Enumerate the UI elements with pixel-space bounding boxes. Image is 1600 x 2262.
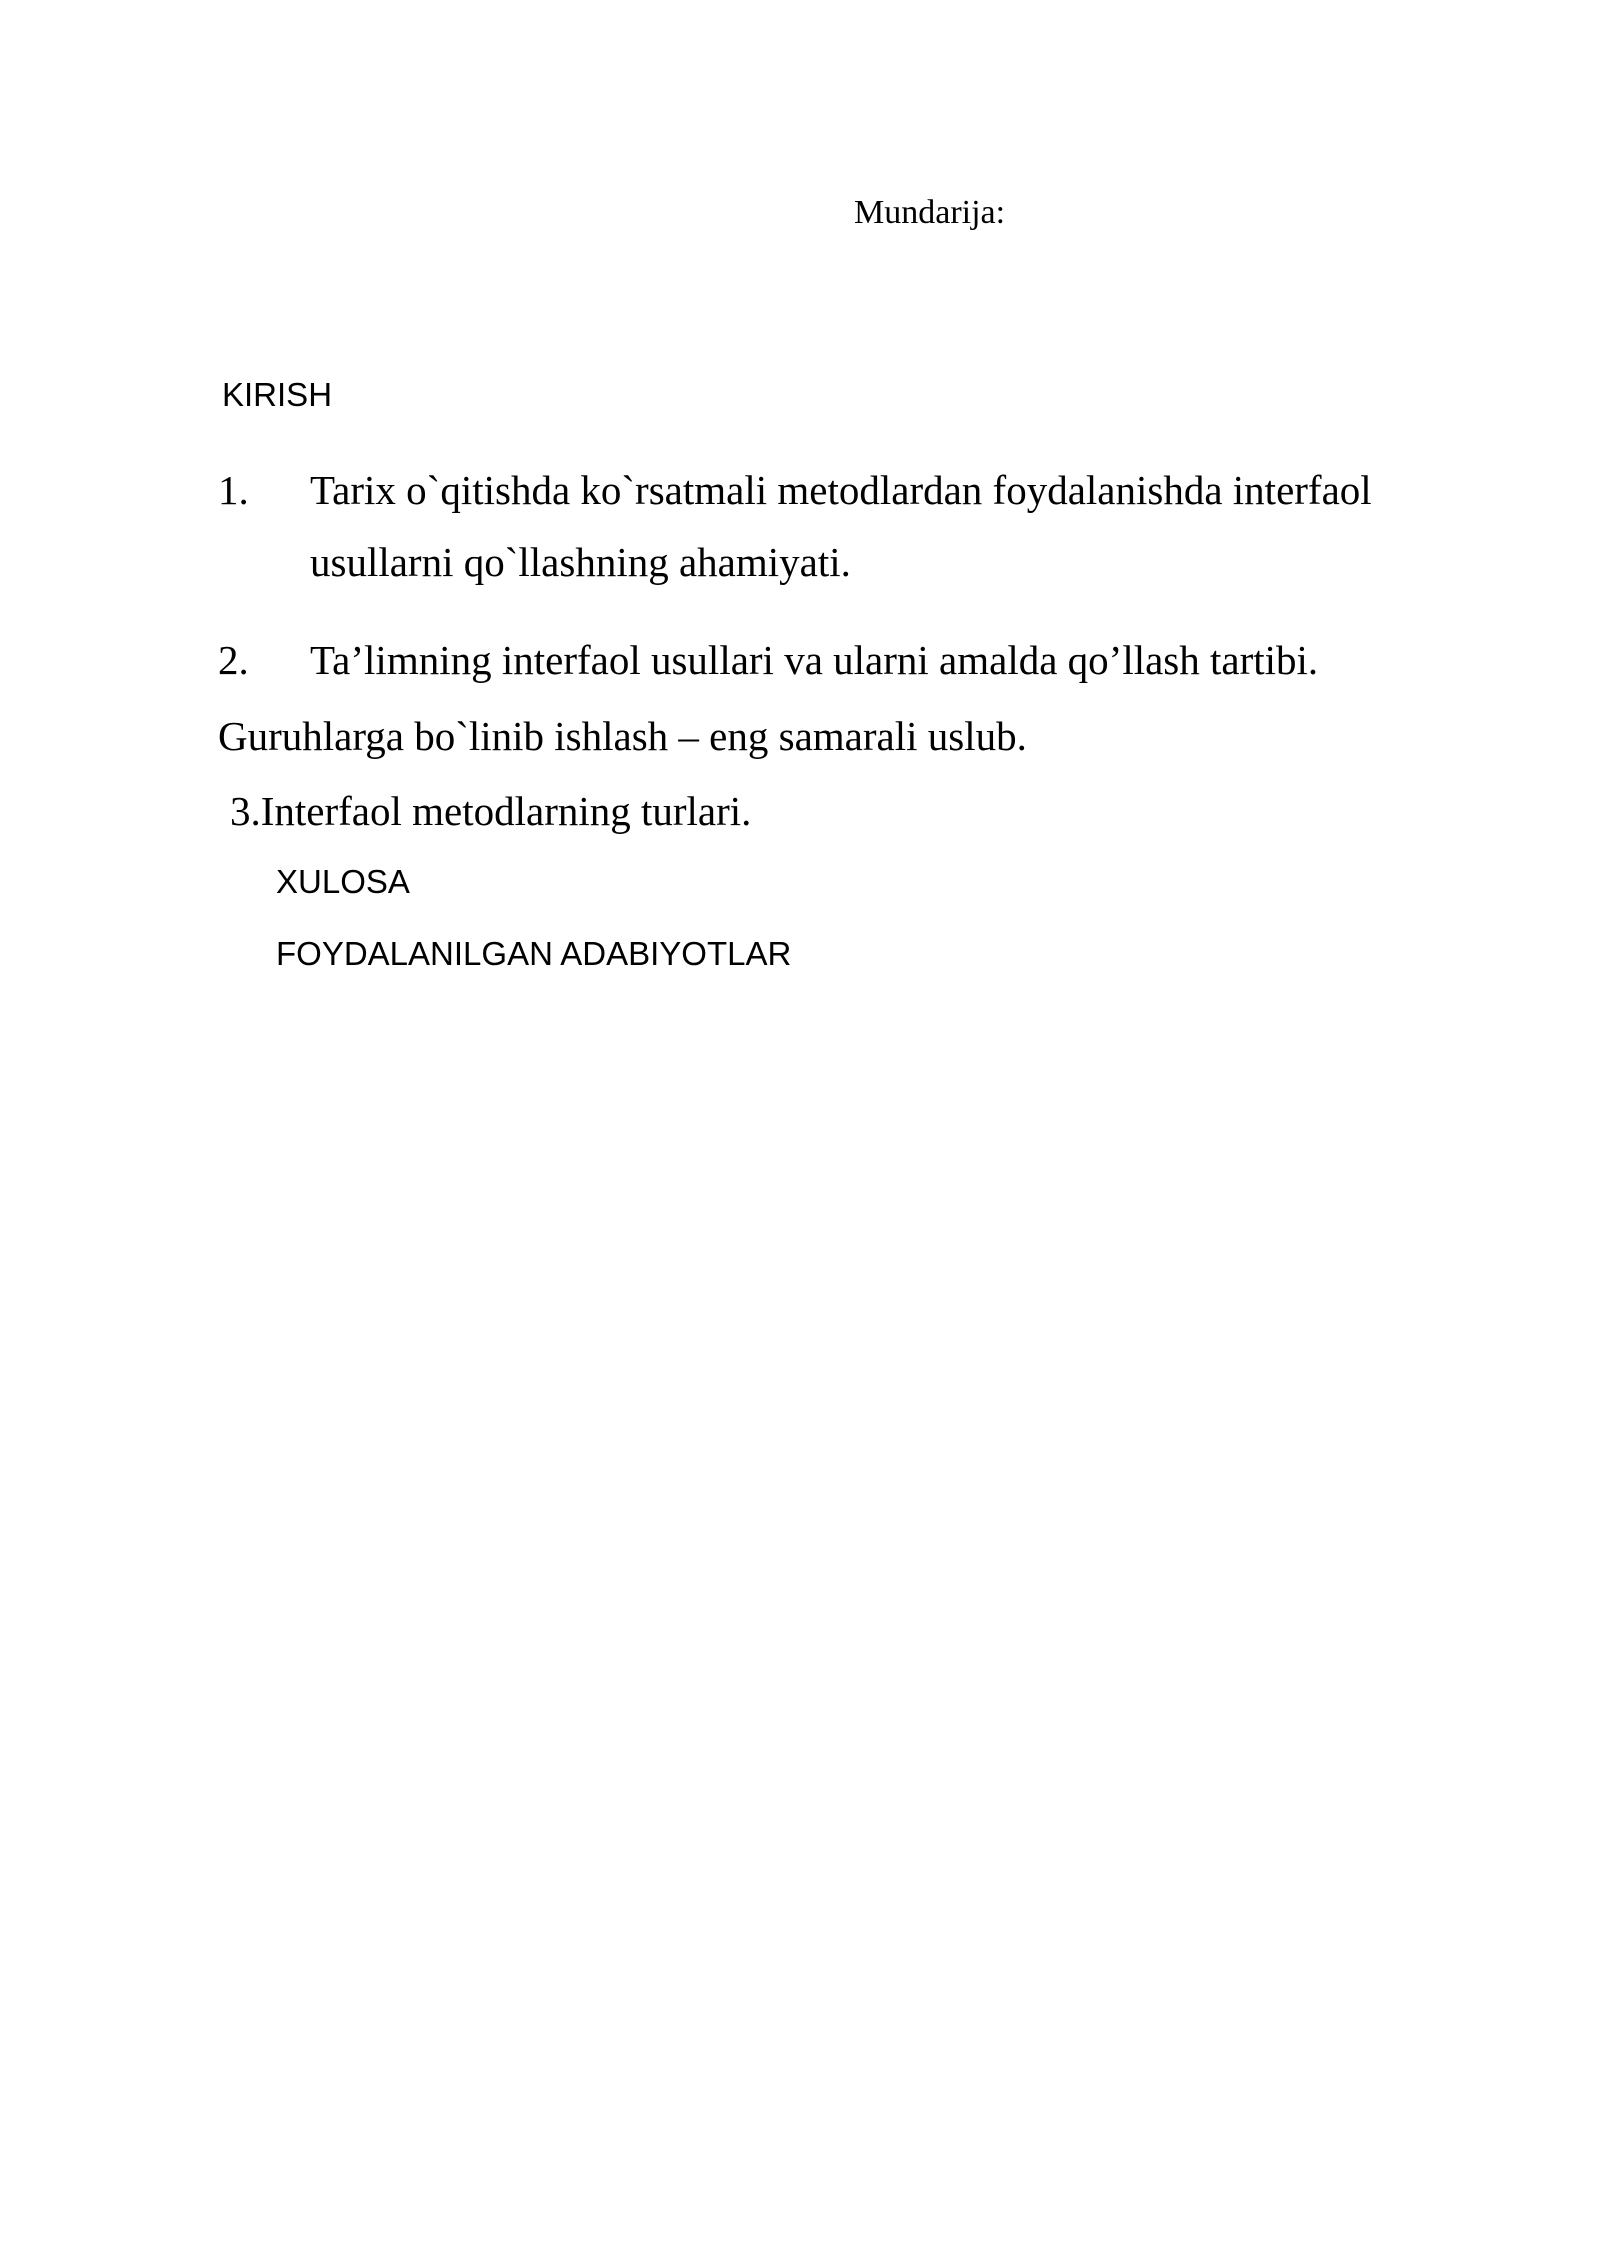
toc-entry-1-number: 1.	[218, 467, 249, 513]
toc-entry-references: FOYDALANILGAN ADABIYOTLAR	[276, 935, 792, 972]
toc-entry-1-line-2: usullarni qo`llashning ahamiyati.	[310, 539, 851, 585]
toc-entry-3: 3.Interfaol metodlarning turlari.	[230, 788, 752, 834]
toc-entry-2-line-1: Ta’limning interfaol usullari va ularni amalda qo’llash tartibi.	[310, 637, 1319, 683]
toc-entry-2-number: 2.	[218, 637, 249, 683]
toc-entry-conclusion: XULOSA	[276, 863, 410, 900]
toc-entry-2-continuation: Guruhlarga bo`linib ishlash – eng samarali uslub.	[218, 713, 1027, 759]
toc-entry-1-line-1: Tarix o`qitishda ko`rsatmali metodlardan foydalanishda interfaol	[310, 467, 1372, 513]
table-of-contents-title: Mundarija:	[854, 194, 1006, 231]
toc-entry-introduction: KIRISH	[222, 376, 333, 413]
